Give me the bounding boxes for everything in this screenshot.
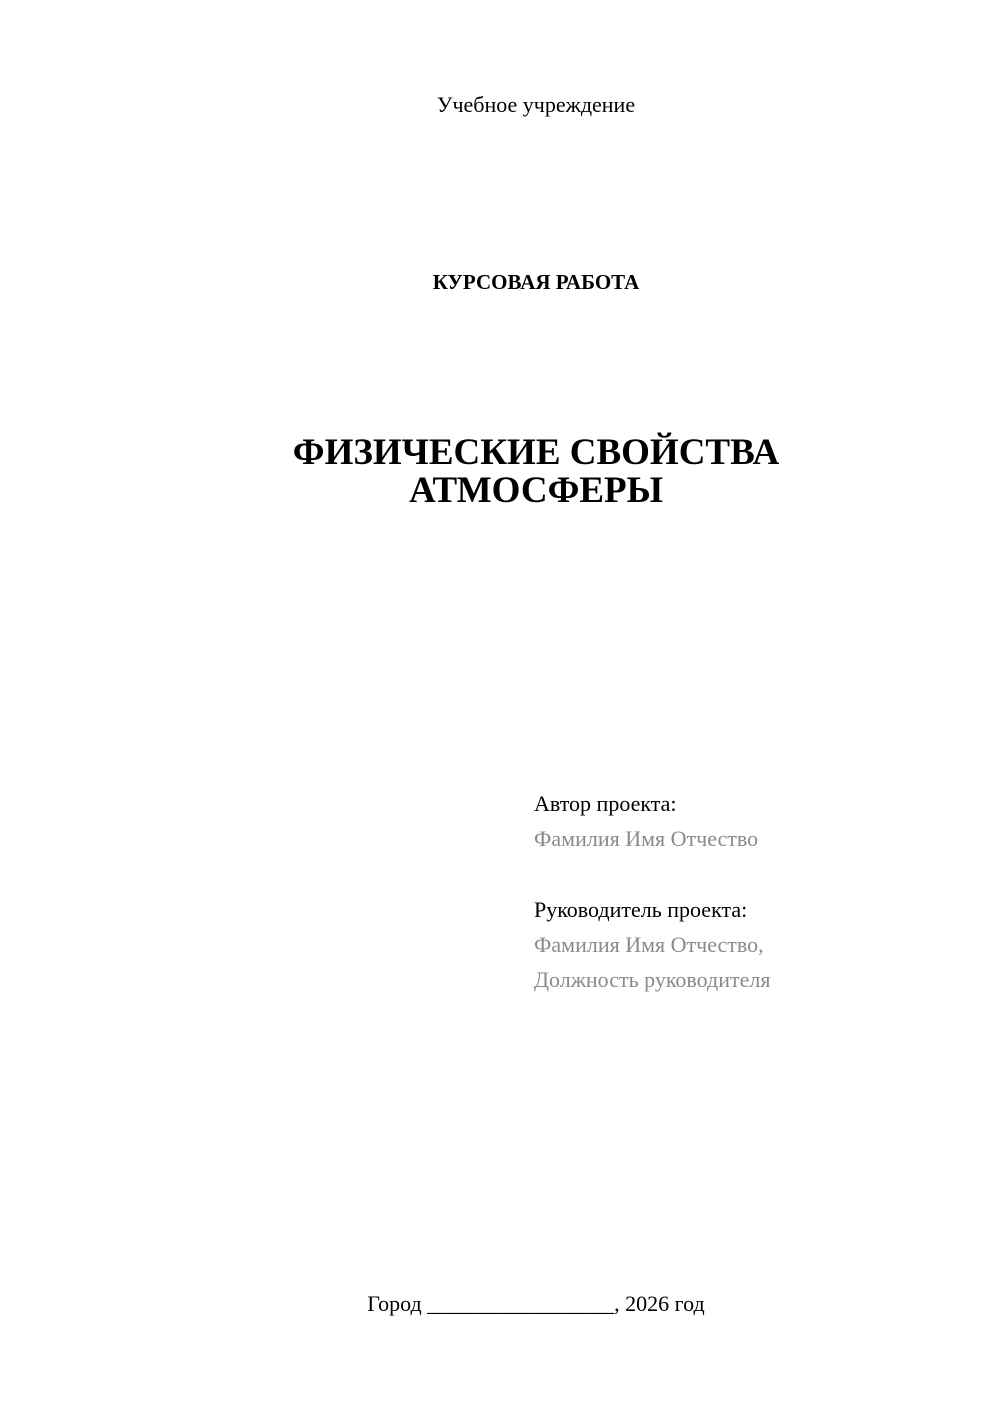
supervisor-name: Фамилия Имя Отчество, — [534, 932, 764, 957]
work-type-heading: КУРСОВАЯ РАБОТА — [432, 270, 640, 294]
city-label: Город — [367, 1291, 422, 1316]
year-text: , 2026 год — [614, 1291, 705, 1316]
spacer — [534, 856, 974, 892]
city-blank: _________________ — [427, 1291, 615, 1316]
document-title-line-1: ФИЗИЧЕСКИЕ СВОЙСТВА — [292, 432, 780, 473]
document-title-line-2: АТМОСФЕРЫ — [409, 470, 663, 511]
author-label: Автор проекта: — [534, 791, 677, 816]
author-name: Фамилия Имя Отчество — [534, 826, 759, 851]
city-year-line — [0, 1288, 1000, 1320]
supervisor-position: Должность руководителя — [534, 967, 771, 992]
supervisor-label: Руководитель проекта: — [534, 897, 748, 922]
institution-name: Учебное учреждение — [436, 92, 636, 117]
document-title — [0, 434, 1000, 510]
project-people-block — [534, 786, 974, 997]
